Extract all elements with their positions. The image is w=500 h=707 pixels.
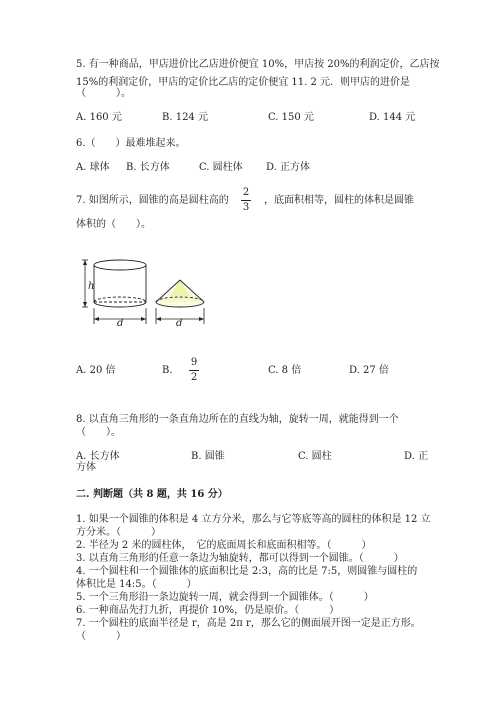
- q7-fraction-numerator: 2: [242, 187, 250, 198]
- q8-stem-line1: 8. 以直角三角形的一条直角边所在的直线为轴，旋转一周，就能得到一个: [76, 414, 399, 425]
- judge-line: 6. 一种商品先打九折，再提价 10%，仍是原价。（ ）: [76, 605, 340, 616]
- judge-line: 体积比是 14:5。（ ）: [76, 579, 197, 590]
- q7-stem-line2: 体积的（ ）。: [76, 219, 151, 230]
- q5-option-a[interactable]: A. 160 元: [76, 112, 122, 123]
- h-label: h: [88, 281, 95, 292]
- q7-fraction: [241, 188, 251, 213]
- q6-option-a[interactable]: A. 球体: [76, 162, 110, 173]
- q8-option-a[interactable]: A. 长方体: [76, 451, 120, 462]
- q6-stem: 6.（ ）最难堆起来。: [76, 138, 186, 149]
- judge-line: 3. 以直角三角形的任意一条边为轴旋转，都可以得到一个圆锥。（ ）: [76, 553, 404, 564]
- q5-stem-line3: （ ）。: [76, 88, 131, 99]
- judge-line: 方分米。（ ）: [76, 527, 161, 538]
- q7-fraction-bar: [241, 200, 251, 201]
- judge-line: 5. 一个三角形沿一条边旋转一周，就会得到一个圆锥体。（ ）: [76, 592, 374, 603]
- d-label-cylinder: d: [117, 318, 124, 329]
- judge-line: 4. 一个圆柱和一个圆锥体的底面积比是 2:3，高的比是 7:5，则圆锥与圆柱的: [76, 566, 418, 577]
- q7-option-a[interactable]: A. 20 倍: [76, 365, 116, 376]
- q7-option-d[interactable]: D. 27 倍: [349, 365, 389, 376]
- q5-option-d[interactable]: D. 144 元: [369, 112, 416, 123]
- q5-option-c[interactable]: C. 150 元: [268, 112, 314, 123]
- q8-option-d-continued: 方体: [76, 462, 96, 473]
- q7-option-b-numerator: 9: [190, 357, 198, 368]
- q7-option-b-fraction: [189, 358, 199, 383]
- q7-option-b-fraction-bar: [189, 370, 199, 371]
- section2-heading: 二. 判断题（共 8 题，共 16 分）: [76, 489, 228, 500]
- q7-stem-line1-a: 7. 如图所示，圆锥的高是圆柱高的: [76, 195, 229, 206]
- q8-option-d[interactable]: D. 正: [404, 451, 429, 462]
- d-label-cone: d: [176, 318, 183, 329]
- q6-option-c[interactable]: C. 圆柱体: [199, 162, 243, 173]
- judge-line: （ ）: [76, 631, 126, 642]
- judge-line: 2. 半径为 2 米的圆柱体， 它的底面周长和底面积相等。（ ）: [76, 540, 372, 551]
- judge-line: 7. 一个圆柱的底面半径是 r，高是 2π r，那么它的侧面展开图一定是正方形。: [76, 618, 421, 629]
- q7-fraction-denominator: 3: [242, 202, 250, 213]
- q7-stem-line1-b: ，底面积相等，圆柱的体积是圆锥: [264, 195, 414, 206]
- q5-option-b[interactable]: B. 124 元: [162, 112, 208, 123]
- q7-option-b-denominator: 2: [190, 372, 198, 383]
- q6-option-d[interactable]: D. 正方体: [266, 162, 311, 173]
- q8-stem-line2: （ ）。: [76, 427, 121, 438]
- q7-option-b[interactable]: B.: [162, 365, 173, 376]
- cylinder-cone-figure: [80, 250, 215, 330]
- q5-stem-line2: 15%的利润定价，甲店的定价比乙店的定价便宜 11. 2 元．则甲店的进价是: [76, 77, 411, 88]
- judge-line: 1. 如果一个圆锥的体积是 4 立方分米，那么与它等底等高的圆柱的体积是 12 立: [76, 514, 431, 525]
- q5-stem-line1: 5. 有一种商品，甲店进价比乙店进价便宜 10%，甲店按 20%的利润定价，乙店按: [76, 59, 440, 70]
- q8-option-b[interactable]: B. 圆锥: [191, 451, 225, 462]
- q7-option-c[interactable]: C. 8 倍: [268, 365, 302, 376]
- q8-option-c[interactable]: C. 圆柱: [298, 451, 332, 462]
- q6-option-b[interactable]: B. 长方体: [126, 162, 170, 173]
- cone-shape: [156, 280, 204, 307]
- cylinder-shape: [94, 260, 146, 307]
